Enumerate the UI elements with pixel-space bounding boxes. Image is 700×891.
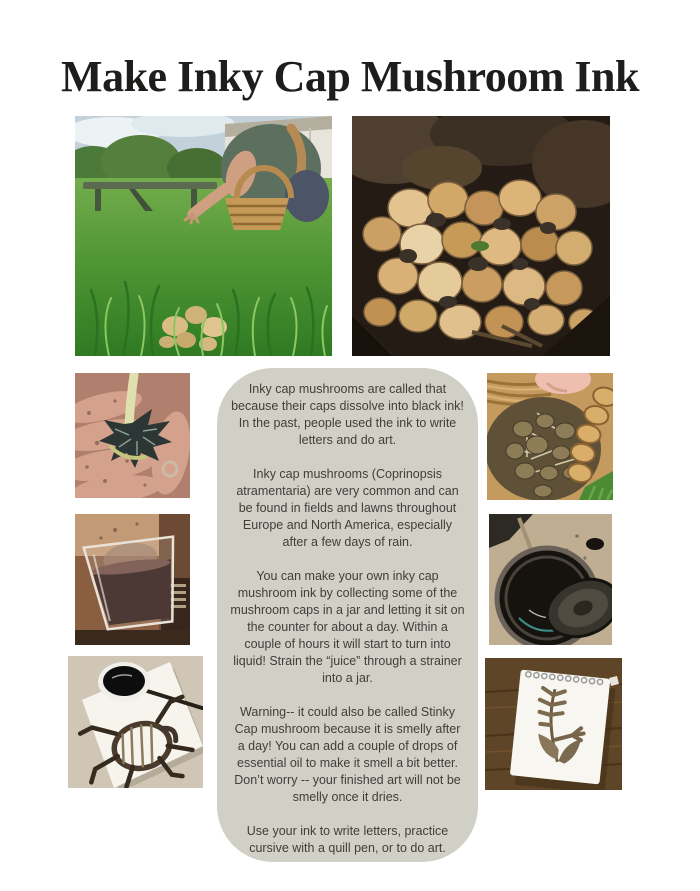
photo-beetle-ink-art-illustration — [68, 656, 203, 788]
photo-hand-holding-cap — [75, 373, 190, 498]
photo-glass-of-ink-illustration — [75, 514, 190, 645]
photo-mushroom-cluster — [352, 116, 610, 356]
photo-basket-of-caps-illustration — [487, 373, 613, 500]
info-paragraph-5: Use your ink to write letters, practice cursive with a quill pen, or to do art. — [246, 824, 449, 855]
photo-hand-holding-cap-illustration — [75, 373, 190, 498]
photo-sketchpad-plant-art-illustration — [485, 658, 622, 790]
info-paragraph-3: You can make your own inky cap mushroom ink by collecting some of the mushroom caps in a jar and letting it sit on the counter for about a day. Within a couple of hours it will start to turn into liquid! Strain the “juice” through a strainer into a jar. — [230, 569, 465, 685]
photo-ink-jar — [489, 514, 612, 645]
photo-glass-of-ink — [75, 514, 190, 645]
photo-beetle-ink-art — [68, 656, 203, 788]
info-box — [217, 368, 478, 862]
photo-ink-jar-illustration — [489, 514, 612, 645]
photo-picking-mushrooms-illustration — [75, 116, 332, 356]
info-paragraph-1: Inky cap mushrooms are called that because their caps dissolve into black ink! In the past, people used the ink to write letters and do art. — [231, 382, 464, 447]
page-title: Make Inky Cap Mushroom Ink — [61, 52, 639, 101]
photo-picking-mushrooms — [75, 116, 332, 356]
info-paragraph-2: Inky cap mushrooms (Coprinopsis atramentaria) are very common and can be found in fields and lawns throughout Europe and North America, especially after a few days of rain. — [236, 467, 459, 549]
info-paragraph-4: Warning-- it could also be called Stinky Cap mushroom because it is smelly after a day! You can add a couple of drops of essential oil to make it smell a bit better. Don’t worry -- your finished art will not be smelly once it dries. — [234, 705, 461, 804]
photo-basket-of-caps — [487, 373, 613, 500]
photo-sketchpad-plant-art — [485, 658, 622, 790]
photo-mushroom-cluster-illustration — [352, 116, 610, 356]
